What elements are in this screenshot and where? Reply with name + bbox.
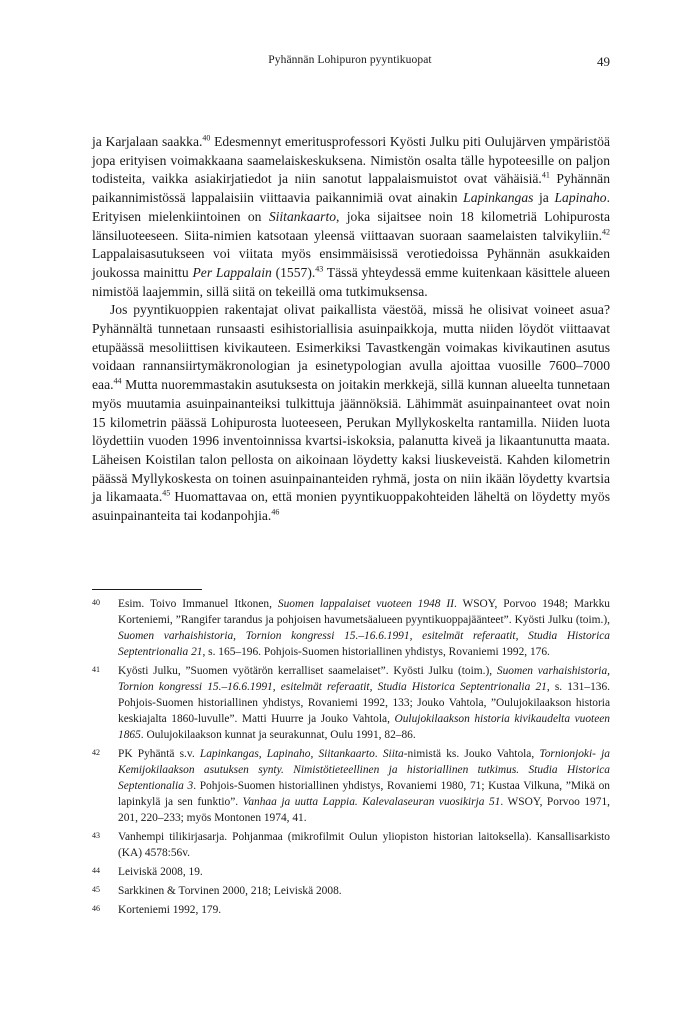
footnote-number: 41 (92, 665, 100, 674)
footnote-rule (92, 589, 202, 590)
italic-span: Siitankaarto (268, 208, 337, 224)
italic-span: Lapinaho (554, 190, 607, 206)
footnote-number: 45 (92, 885, 100, 894)
footnote-ref: 41 (541, 170, 550, 180)
footnote (92, 864, 610, 880)
footnote-ref: 43 (315, 264, 324, 274)
text-span: . (374, 748, 383, 760)
text-span: Vanhempi tilikirjasarja. Pohjanmaa (mikrofilmit Oulun yliopiston historian laitoksella). Kansallisarkisto (KA) 4578:56v. (118, 831, 610, 859)
footnotes (92, 596, 610, 921)
italic-span: Tornionjoki- ja Kemijokilaakson asutuksen synty. Nimistötieteellinen ja historiallinen tutkimus. Studia Historica Septentionalia 3 (118, 748, 610, 792)
text-span: . WSOY, Porvoo 1971, 201, 220–233; myös Montonen 1974, 41. (118, 796, 610, 824)
footnote (92, 829, 610, 861)
text-span: -nimistä ks. Jouko Vahtola, (403, 748, 540, 760)
footnote-text (118, 883, 610, 899)
footnote-text (118, 829, 610, 861)
footnote-number: 46 (92, 904, 100, 913)
footnote-number: 43 (92, 831, 100, 840)
running-title: Pyhännän Lohipuron pyyntikuopat (268, 54, 432, 66)
footnote (92, 883, 610, 899)
footnote-text (118, 864, 610, 880)
text-span: , s. 131–136. Pohjois-Suomen historiallinen yhdistys, Rovaniemi 1992, 133; Jouko Vahtola, ”Oulujokilaakson historia keskiajalta 1860-luvulle”. Matti Huurre ja Jouko Vahtola, (118, 681, 610, 725)
body-paragraph (92, 133, 610, 301)
footnote-text (118, 596, 610, 660)
footnote-text (118, 902, 610, 918)
footnote-number: 42 (92, 748, 100, 757)
text-span: Mutta nuoremmastakin asutuksesta on joitakin merkkejä, sillä kunnan alueelta tunnetaan myös muutamia asuinpainanteiksi tulkittuja jäännöksiä. Lähimmät asuinpainanteet ovat noin 15 kilometrin päässä Lohipurosta luoteeseen, Perukan Myllykoskelta rantamilla. Niiden luota löydettiin vuoden 1996 inventoinnissa kvartsi-iskoksia, palanutta kiveä ja likaantunutta maata. Läheisen Koistilan talon pellosta on aikoinaan löydetty kaksi liuskeveistä. Kahden kilometrin päässä Myllykoskesta on toinen asuinpainanteiden ryhmä, josta on niin ikään löydetty kvartsia ja likamaata. (92, 377, 610, 505)
footnote (92, 663, 610, 743)
text-span: . WSOY, Porvoo 1948; Markku Korteniemi, ”Rangifer tarandus ja pohjoisen havumetsäalueen pyyntikuoppajäänteet”. Kyösti Julku (toim.), (118, 598, 610, 626)
italic-span: Suomen lappalaiset vuoteen 1948 II (277, 598, 454, 610)
text-span: ja Karjalaan saakka. (92, 134, 203, 149)
footnote-text (118, 746, 610, 826)
text-span: Leiviskä 2008, 19. (118, 866, 203, 878)
text-span: , s. 165–196. Pohjois-Suomen historiallinen yhdistys, Rovaniemi 1992, 176. (202, 646, 550, 658)
footnote-ref: 46 (271, 507, 280, 517)
text-span: Tässä yhteydessä emme kuitenkaan käsittele alueen nimistöä laajemmin, sillä siitä on tekeillä oma tutkimuksensa. (92, 264, 610, 299)
text-span: (1557). (271, 264, 316, 280)
footnote (92, 596, 610, 660)
italic-span: Siita (382, 748, 404, 760)
page-number: 49 (597, 54, 610, 69)
text-span: PK Pyhäntä s.v. (118, 748, 200, 760)
footnote-number: 44 (92, 866, 100, 875)
text-span: . Pohjois-Suomen historiallinen yhdistys, Rovaniemi 1980, 71; Kustaa Vilkuna, ”Mikä on lapinkylä ja sen funktio”. (118, 780, 610, 808)
text-span: Jos pyyntikuoppien rakentajat olivat paikallista väestöä, missä he olisivat voineet asua? Pyhännältä tunnetaan runsaasti esihistoriallisia asuinpaikkoja, mutta niiden löydöt viittaavat etupäässä mesoliittisen kivikauteen. Esimerkiksi Tavastkengän voimakas kivikautinen asutus voidaan rannansiirtymäkronologian ja esinetypologian avulla ajoittaa vuosille 7600–7000 eaa. (92, 302, 610, 393)
text-span: Korteniemi 1992, 179. (118, 904, 222, 916)
body-text (92, 133, 610, 526)
running-head (90, 54, 610, 70)
footnote-ref: 40 (202, 133, 211, 143)
body-paragraph (92, 301, 610, 525)
italic-span: Per Lappalain (192, 264, 272, 280)
italic-span: Lapinkangas, Lapinaho, Siitankaarto (199, 748, 375, 760)
italic-span: Vanhaa ja uutta Lappia. Kalevalaseuran vuosikirja 51 (242, 796, 501, 808)
footnote (92, 746, 610, 826)
footnote-number: 40 (92, 598, 100, 607)
italic-span: Oulujokilaakson historia kivikaudelta vuoteen 1865 (118, 713, 610, 741)
text-span: Huomattavaa on, että monien pyyntikuoppakohteiden läheltä on löydetty myös asuinpainanteita tai kodanpohjia. (92, 489, 610, 524)
text-span: . Erityisen mielenkiintoinen on (92, 190, 610, 224)
text-span: Sarkkinen & Torvinen 2000, 218; Leiviskä 2008. (118, 885, 342, 897)
italic-span: Suomen varhaishistoria, Tornion kongressi 15.–16.6.1991, esitelmät referaatit, Studia Historica Septentrionalia 21 (118, 630, 610, 658)
footnote-text (118, 663, 610, 743)
text-span: . Oulujokilaakson kunnat ja seurakunnat, Oulu 1991, 82–86. (140, 729, 416, 741)
italic-span: Lapinkangas (463, 190, 534, 206)
footnote-ref: 45 (162, 488, 171, 498)
text-span: Kyösti Julku, ”Suomen vyötärön kerralliset saamelaiset”. Kyösti Julku (toim.), (118, 665, 497, 677)
footnote-ref: 42 (602, 226, 610, 236)
text-span: ja (533, 190, 555, 206)
text-span: Lappalaisasutukseen voi viitata myös ensimmäisissä verotiedoissa Pyhännän asukkaiden joukossa mainittu (92, 246, 610, 280)
text-span: Esim. Toivo Immanuel Itkonen, (118, 598, 278, 610)
italic-span: Suomen varhaishistoria, Tornion kongressi 15.–16.6.1991, esitelmät referaatit, Studia Historica Septentrionalia 21 (118, 665, 610, 693)
text-span: Edesmennyt emeritusprofessori Kyösti Julku piti Oulujärven ympäristöä jopa erityisen voimakkaana saamelaiskeskuksena. Nimistön osalta tälle hypoteesille on paljon todisteita, vaikka asiakirjatiedot ja niin sanotut lappalaismuistot ovat vähäisiä. (92, 134, 610, 187)
footnote-ref: 44 (113, 376, 122, 386)
footnote (92, 902, 610, 918)
text-span: , joka sijaitsee noin 18 kilometriä Lohipurosta länsiluoteeseen. Siita-nimien katsotaan yleensä viittaavan suoraan saamelaisten talvikyliin. (92, 208, 610, 243)
text-span: Pyhännän paikannimistössä lappalaisiin viittaavia paikannimiä ovat ainakin (92, 171, 611, 206)
